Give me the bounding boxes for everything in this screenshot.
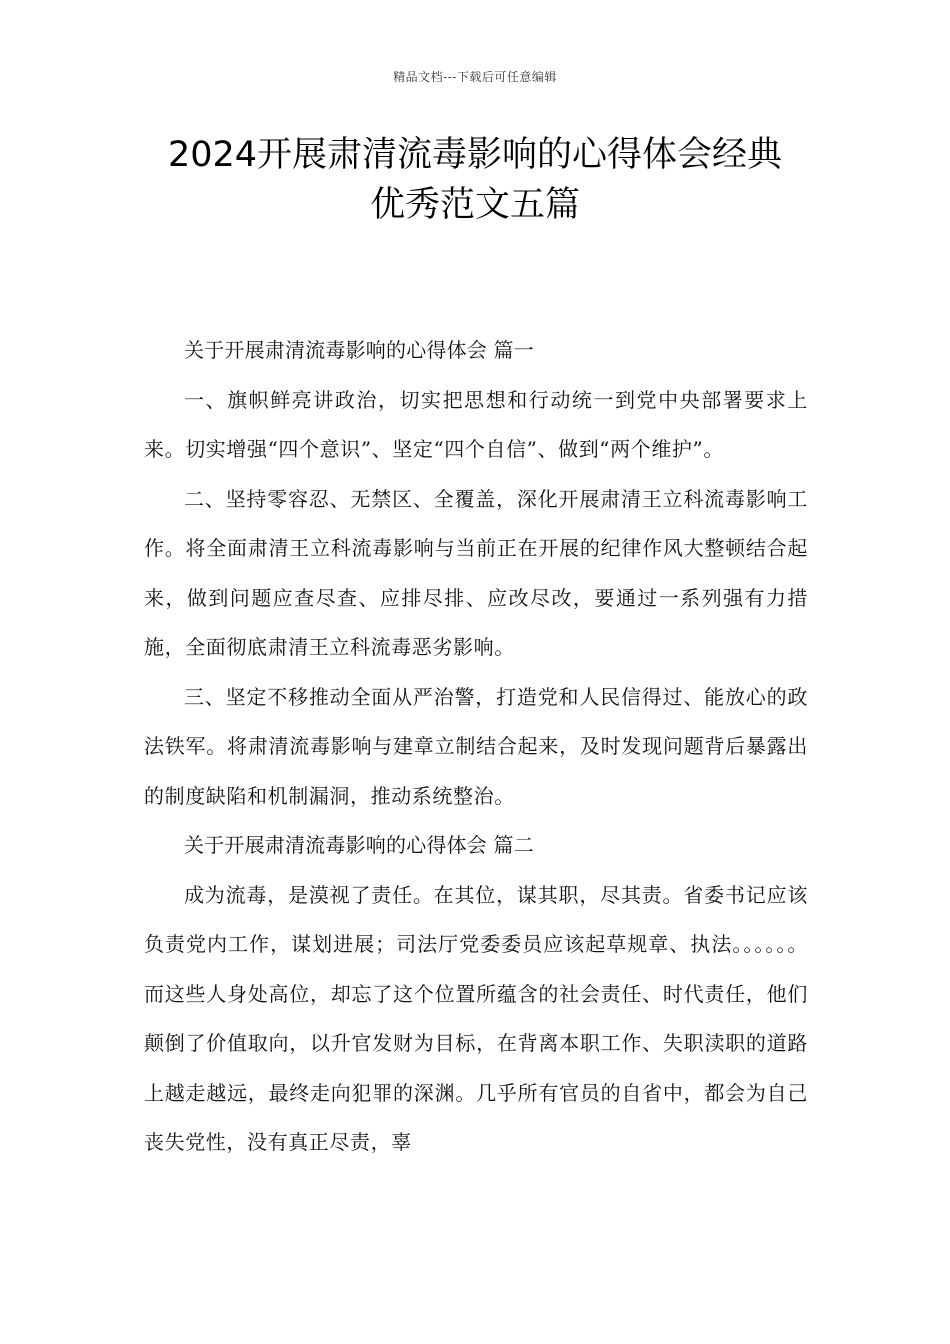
body-paragraph: 一、旗帜鲜亮讲政治，切实把思想和行动统一到党中央部署要求上来。切实增强“四个意识”、坚定“四个自信”、做到“两个维护”。 [144,387,808,461]
document-title-line-2: 优秀范文五篇 [369,185,580,225]
document-body [144,326,808,1168]
body-paragraph: 二、坚持零容忍、无禁区、全覆盖，深化开展肃清王立科流毒影响工作。将全面肃清王立科流毒影响与当前正在开展的纪律作风大整顿结合起来，做到问题应查尽查、应排尽排、应改尽改，要通过一系列强有力措施，全面彻底肃清王立科流毒恶劣影响。 [144,486,808,659]
document-title-line-1: 2024开展肃清流毒影响的心得体会经典 [167,135,783,175]
body-paragraph: 三、坚定不移推动全面从严治警，打造党和人民信得过、能放心的政法铁军。将肃清流毒影响与建章立制结合起来，及时发现问题背后暴露出的制度缺陷和机制漏洞，推动系统整治。 [144,684,808,808]
body-paragraph: 成为流毒，是漠视了责任。在其位，谋其职，尽其责。省委书记应该负责党内工作，谋划进展；司法厅党委委员应该起草规章、执法。。。。。。而这些人身处高位，却忘了这个位置所蕴含的社会责任、时代责任，他们颠倒了价值取向，以升官发财为目标，在背离本职工作、失职渎职的道路上越走越远，最终走向犯罪的深渊。几乎所有官员的自省中，都会为自己丧失党性，没有真正尽责，辜 [144,882,808,1154]
section-heading: 关于开展肃清流毒影响的心得体会 篇二 [184,833,534,857]
section-heading: 关于开展肃清流毒影响的心得体会 篇一 [184,338,534,362]
document-title [100,130,850,230]
header-note: 精品文档---下载后可任意编辑 [393,70,557,84]
